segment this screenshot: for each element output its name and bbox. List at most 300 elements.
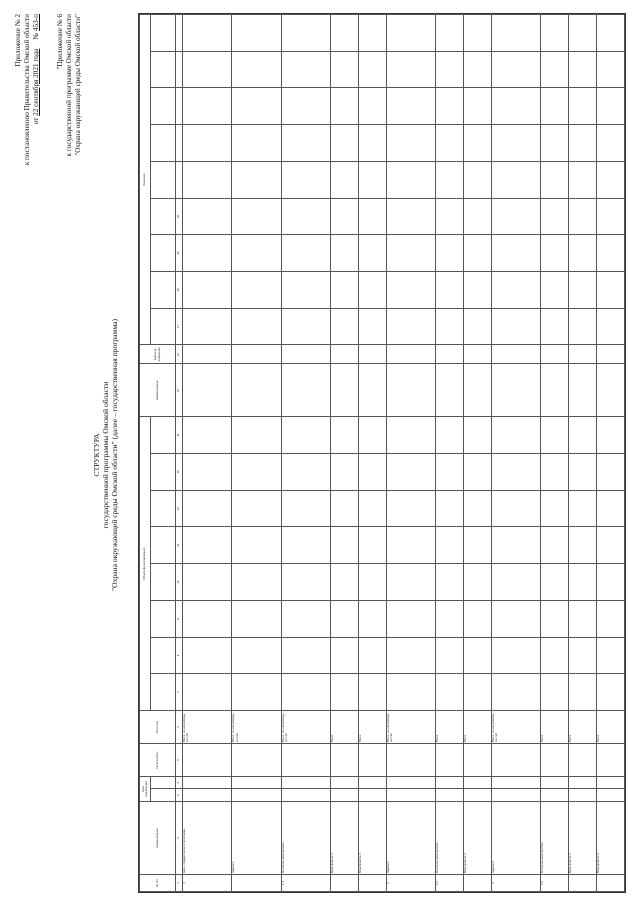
table-cell bbox=[569, 364, 597, 417]
subheader-cell bbox=[151, 674, 176, 711]
table-cell bbox=[183, 744, 232, 777]
table-cell bbox=[281, 490, 330, 527]
table-cell bbox=[358, 789, 386, 802]
table-cell bbox=[541, 15, 569, 52]
table-cell bbox=[569, 789, 597, 802]
subheader-cell bbox=[151, 198, 176, 235]
table-cell bbox=[358, 15, 386, 52]
table-cell bbox=[541, 600, 569, 637]
table-cell bbox=[597, 15, 625, 52]
table-cell bbox=[436, 235, 464, 272]
table-cell bbox=[386, 600, 435, 637]
table-cell bbox=[597, 308, 625, 345]
table-cell: Всего, из них расходы за счет bbox=[281, 711, 330, 744]
subheader-cell bbox=[151, 600, 176, 637]
table-cell bbox=[569, 51, 597, 88]
table-cell bbox=[358, 527, 386, 564]
table-cell bbox=[491, 674, 540, 711]
table-cell bbox=[597, 198, 625, 235]
column-number: 8 bbox=[176, 637, 183, 674]
table-cell bbox=[232, 417, 281, 454]
table-cell bbox=[281, 789, 330, 802]
table-cell bbox=[232, 198, 281, 235]
table-cell bbox=[541, 88, 569, 125]
table-cell bbox=[386, 271, 435, 308]
table-cell: Всего bbox=[597, 711, 625, 744]
table-cell bbox=[183, 125, 232, 162]
table-cell bbox=[541, 527, 569, 564]
table-cell bbox=[436, 789, 464, 802]
table-cell bbox=[330, 564, 358, 601]
table-cell bbox=[386, 417, 435, 454]
subheader-cell bbox=[151, 15, 176, 52]
table-cell bbox=[463, 161, 491, 198]
table-cell bbox=[183, 235, 232, 272]
table-cell bbox=[491, 125, 540, 162]
table-cell bbox=[281, 51, 330, 88]
table-cell bbox=[541, 125, 569, 162]
table-cell bbox=[436, 15, 464, 52]
table-cell bbox=[386, 490, 435, 527]
table-cell bbox=[232, 777, 281, 790]
table-cell: Основное мероприятие bbox=[281, 802, 330, 875]
annex-line: к постановлению Правительства Омской области bbox=[23, 14, 31, 166]
table-cell bbox=[463, 789, 491, 802]
table-cell bbox=[386, 364, 435, 417]
table-cell bbox=[281, 454, 330, 491]
table-cell: 1.1 bbox=[281, 875, 330, 892]
annex-header-1 bbox=[14, 14, 41, 165]
table-cell bbox=[183, 271, 232, 308]
table-cell bbox=[386, 454, 435, 491]
table-cell bbox=[232, 564, 281, 601]
annex-number: 453-п bbox=[32, 14, 40, 32]
column-number: 13 bbox=[176, 454, 183, 491]
table-cell bbox=[281, 235, 330, 272]
table-cell bbox=[597, 527, 625, 564]
table-cell bbox=[281, 364, 330, 417]
table-cell bbox=[463, 600, 491, 637]
col-header: Наименование bbox=[140, 802, 176, 875]
column-number: 20 bbox=[176, 198, 183, 235]
table-cell bbox=[358, 674, 386, 711]
table-cell bbox=[386, 15, 435, 52]
table-cell bbox=[569, 777, 597, 790]
table-cell bbox=[330, 744, 358, 777]
column-number: 18 bbox=[176, 271, 183, 308]
table-cell bbox=[232, 637, 281, 674]
table-cell: Всего bbox=[358, 711, 386, 744]
table-cell bbox=[330, 125, 358, 162]
table-row bbox=[463, 15, 491, 892]
annex-line: к государственной программе Омской области bbox=[65, 14, 73, 157]
table-cell bbox=[541, 161, 569, 198]
table-cell bbox=[281, 600, 330, 637]
col-header: Единица измерения bbox=[140, 345, 176, 364]
table-cell bbox=[183, 161, 232, 198]
table-cell bbox=[330, 345, 358, 364]
table-cell bbox=[358, 125, 386, 162]
table-cell bbox=[569, 345, 597, 364]
table-cell bbox=[541, 345, 569, 364]
table-cell: 2.1 bbox=[436, 875, 464, 892]
table-cell bbox=[436, 777, 464, 790]
subheader-cell bbox=[151, 564, 176, 601]
table-cell bbox=[541, 777, 569, 790]
table-cell bbox=[463, 235, 491, 272]
table-cell bbox=[436, 564, 464, 601]
table-cell bbox=[183, 308, 232, 345]
table-cell bbox=[491, 600, 540, 637]
annex-line: Приложение № 2 bbox=[14, 14, 22, 67]
table-cell bbox=[597, 125, 625, 162]
table-cell bbox=[597, 789, 625, 802]
table-cell bbox=[330, 51, 358, 88]
table-cell bbox=[386, 789, 435, 802]
table-cell bbox=[183, 88, 232, 125]
table-cell bbox=[569, 235, 597, 272]
subheader-cell bbox=[151, 527, 176, 564]
table-cell bbox=[358, 235, 386, 272]
table-cell bbox=[569, 161, 597, 198]
col-header: № п/п bbox=[140, 875, 176, 892]
table-cell bbox=[183, 789, 232, 802]
table-cell bbox=[183, 51, 232, 88]
table-cell bbox=[597, 364, 625, 417]
column-number: 6 bbox=[176, 711, 183, 744]
table-cell bbox=[597, 51, 625, 88]
table-cell bbox=[436, 161, 464, 198]
table-cell bbox=[569, 600, 597, 637]
column-number bbox=[176, 51, 183, 88]
table-cell bbox=[358, 490, 386, 527]
table-cell bbox=[541, 564, 569, 601]
table-cell bbox=[436, 417, 464, 454]
table-cell bbox=[463, 454, 491, 491]
table-cell bbox=[436, 600, 464, 637]
table-row bbox=[281, 15, 330, 892]
table-cell bbox=[281, 637, 330, 674]
col-header: Наименование bbox=[140, 364, 176, 417]
table-cell bbox=[597, 875, 625, 892]
column-number: 16 bbox=[176, 345, 183, 364]
table-cell bbox=[281, 161, 330, 198]
table-cell bbox=[183, 454, 232, 491]
table-cell bbox=[569, 15, 597, 52]
table-cell bbox=[491, 417, 540, 454]
table-cell bbox=[330, 777, 358, 790]
table-cell: Всего bbox=[541, 711, 569, 744]
table-cell bbox=[491, 345, 540, 364]
table-cell bbox=[330, 637, 358, 674]
table-cell bbox=[330, 674, 358, 711]
table-cell bbox=[436, 527, 464, 564]
column-number: 7 bbox=[176, 674, 183, 711]
table-cell bbox=[436, 51, 464, 88]
table-cell: Всего bbox=[436, 711, 464, 744]
table-cell bbox=[232, 454, 281, 491]
table-cell bbox=[232, 161, 281, 198]
table-cell bbox=[281, 674, 330, 711]
table-cell bbox=[436, 364, 464, 417]
table-cell bbox=[597, 674, 625, 711]
annex-line: "Охрана окружающей среды Омской области" bbox=[74, 14, 82, 156]
table-cell: Всего bbox=[330, 711, 358, 744]
table-cell bbox=[491, 777, 540, 790]
table-cell bbox=[358, 51, 386, 88]
structure-grid bbox=[139, 14, 625, 892]
document-title bbox=[92, 185, 120, 725]
table-cell bbox=[597, 600, 625, 637]
column-number: 17 bbox=[176, 308, 183, 345]
table-cell bbox=[597, 744, 625, 777]
column-number: 14 bbox=[176, 417, 183, 454]
table-cell bbox=[358, 345, 386, 364]
table-cell bbox=[183, 364, 232, 417]
table-cell bbox=[597, 564, 625, 601]
title-line: "Охрана окружающей среды Омской области" (далее – государственная программа) bbox=[110, 319, 120, 592]
table-cell bbox=[183, 15, 232, 52]
header-row bbox=[140, 15, 151, 892]
table-cell bbox=[386, 637, 435, 674]
table-cell bbox=[463, 674, 491, 711]
table-cell bbox=[436, 198, 464, 235]
table-cell bbox=[281, 308, 330, 345]
table-cell: 2 bbox=[386, 875, 435, 892]
table-cell bbox=[232, 88, 281, 125]
annex-date-line bbox=[32, 14, 41, 165]
table-cell bbox=[597, 88, 625, 125]
table-cell: Задача 2 bbox=[386, 802, 435, 875]
subheader-cell bbox=[151, 454, 176, 491]
column-number bbox=[176, 161, 183, 198]
column-number: 1 bbox=[176, 875, 183, 892]
table-cell bbox=[491, 789, 540, 802]
table-cell bbox=[232, 875, 281, 892]
table-cell bbox=[358, 271, 386, 308]
table-cell bbox=[463, 777, 491, 790]
column-number bbox=[176, 125, 183, 162]
table-cell bbox=[597, 271, 625, 308]
col-header: Источник bbox=[140, 711, 176, 744]
subheader-cell bbox=[151, 789, 176, 802]
table-cell bbox=[183, 600, 232, 637]
table-cell bbox=[436, 454, 464, 491]
table-cell bbox=[541, 198, 569, 235]
table-cell bbox=[491, 564, 540, 601]
table-row bbox=[232, 15, 281, 892]
table-cell bbox=[232, 527, 281, 564]
table-cell bbox=[281, 88, 330, 125]
table-cell bbox=[463, 364, 491, 417]
table-cell bbox=[541, 308, 569, 345]
table-cell bbox=[597, 490, 625, 527]
table-cell bbox=[569, 637, 597, 674]
table-cell bbox=[358, 744, 386, 777]
table-cell bbox=[491, 271, 540, 308]
table-cell bbox=[463, 271, 491, 308]
table-cell bbox=[597, 454, 625, 491]
table-cell bbox=[463, 564, 491, 601]
table-cell bbox=[569, 875, 597, 892]
table-row bbox=[491, 15, 540, 892]
column-number: 15 bbox=[176, 364, 183, 417]
column-number: 9 bbox=[176, 600, 183, 637]
table-cell bbox=[232, 345, 281, 364]
table-cell bbox=[541, 235, 569, 272]
table-cell bbox=[330, 364, 358, 417]
table-cell bbox=[436, 744, 464, 777]
table-cell: Мероприятие 1 bbox=[330, 802, 358, 875]
table-cell bbox=[330, 600, 358, 637]
table-cell: Цель государственной программы bbox=[183, 802, 232, 875]
table-cell bbox=[386, 51, 435, 88]
subheader-cell bbox=[151, 637, 176, 674]
subheader-cell bbox=[151, 308, 176, 345]
table-cell: Мероприятие 1 bbox=[569, 802, 597, 875]
column-number bbox=[176, 15, 183, 52]
table-row bbox=[569, 15, 597, 892]
table-cell bbox=[358, 161, 386, 198]
subheader-cell bbox=[151, 417, 176, 454]
table-cell bbox=[232, 125, 281, 162]
table-cell bbox=[183, 198, 232, 235]
table-cell bbox=[541, 454, 569, 491]
table-cell bbox=[491, 198, 540, 235]
table-cell bbox=[541, 637, 569, 674]
table-cell bbox=[436, 308, 464, 345]
table-cell bbox=[463, 51, 491, 88]
table-cell bbox=[463, 875, 491, 892]
table-cell bbox=[386, 308, 435, 345]
table-cell bbox=[330, 308, 358, 345]
table-cell bbox=[330, 88, 358, 125]
title-line: государственной программы Омской области bbox=[101, 381, 111, 529]
structure-table bbox=[138, 13, 626, 893]
table-cell bbox=[386, 125, 435, 162]
table-cell bbox=[330, 454, 358, 491]
table-cell bbox=[491, 15, 540, 52]
table-cell bbox=[330, 15, 358, 52]
table-cell bbox=[358, 364, 386, 417]
table-cell bbox=[569, 198, 597, 235]
table-cell: Мероприятие 1 bbox=[463, 802, 491, 875]
table-cell bbox=[436, 271, 464, 308]
table-cell bbox=[597, 161, 625, 198]
table-cell bbox=[183, 564, 232, 601]
table-cell bbox=[463, 417, 491, 454]
table-cell bbox=[436, 345, 464, 364]
table-cell bbox=[358, 777, 386, 790]
table-cell bbox=[491, 527, 540, 564]
table-cell bbox=[569, 454, 597, 491]
table-cell bbox=[463, 637, 491, 674]
table-cell: Задача 1 bbox=[232, 802, 281, 875]
date-prefix: от bbox=[32, 117, 40, 125]
table-cell bbox=[386, 235, 435, 272]
table-cell bbox=[386, 161, 435, 198]
table-cell bbox=[281, 564, 330, 601]
subheader-cell bbox=[151, 777, 176, 790]
subheader-cell bbox=[151, 51, 176, 88]
table-cell bbox=[463, 527, 491, 564]
table-cell bbox=[541, 364, 569, 417]
column-number bbox=[176, 88, 183, 125]
table-cell bbox=[597, 345, 625, 364]
table-cell bbox=[183, 345, 232, 364]
table-cell bbox=[569, 417, 597, 454]
table-cell bbox=[358, 564, 386, 601]
table-cell bbox=[281, 777, 330, 790]
column-number: 11 bbox=[176, 527, 183, 564]
subheader-cell bbox=[151, 88, 176, 125]
subheader-cell bbox=[151, 161, 176, 198]
table-cell bbox=[541, 490, 569, 527]
table-cell bbox=[491, 454, 540, 491]
table-cell bbox=[386, 777, 435, 790]
table-cell bbox=[491, 744, 540, 777]
table-cell: Всего, из них расходы за счет bbox=[232, 711, 281, 744]
table-cell: Всего, из них расходы за счет bbox=[491, 711, 540, 744]
table-cell bbox=[541, 674, 569, 711]
table-cell: Всего, из них расходы за счет bbox=[183, 711, 232, 744]
column-number: 3 bbox=[176, 789, 183, 802]
table-body bbox=[183, 15, 625, 892]
table-cell: Всего bbox=[463, 711, 491, 744]
table-cell: Всего, из них расходы за счет bbox=[386, 711, 435, 744]
table-row bbox=[597, 15, 625, 892]
table-cell bbox=[491, 490, 540, 527]
table-cell bbox=[436, 637, 464, 674]
table-cell bbox=[358, 637, 386, 674]
table-cell bbox=[436, 125, 464, 162]
table-cell bbox=[569, 88, 597, 125]
subheader-cell bbox=[151, 271, 176, 308]
table-cell bbox=[330, 271, 358, 308]
table-cell bbox=[232, 308, 281, 345]
table-cell bbox=[569, 564, 597, 601]
table-cell bbox=[281, 15, 330, 52]
table-cell bbox=[569, 271, 597, 308]
table-cell bbox=[386, 674, 435, 711]
table-cell bbox=[491, 364, 540, 417]
table-row bbox=[183, 15, 232, 892]
col-header: Исполнитель bbox=[140, 744, 176, 777]
table-cell bbox=[330, 198, 358, 235]
table-cell bbox=[569, 490, 597, 527]
table-row bbox=[358, 15, 386, 892]
table-cell bbox=[183, 637, 232, 674]
table-cell bbox=[330, 161, 358, 198]
col-header: Срок реализации bbox=[140, 777, 151, 802]
table-cell bbox=[597, 417, 625, 454]
table-cell bbox=[541, 417, 569, 454]
table-cell bbox=[597, 637, 625, 674]
table-cell bbox=[491, 88, 540, 125]
table-cell bbox=[569, 674, 597, 711]
table-cell bbox=[569, 125, 597, 162]
table-cell bbox=[232, 674, 281, 711]
column-number: 5 bbox=[176, 744, 183, 777]
table-cell bbox=[358, 454, 386, 491]
table-cell bbox=[463, 125, 491, 162]
table-cell bbox=[358, 198, 386, 235]
table-cell bbox=[491, 51, 540, 88]
table-cell bbox=[330, 875, 358, 892]
table-cell: Мероприятие 2 bbox=[358, 802, 386, 875]
table-cell bbox=[358, 600, 386, 637]
column-number: 4 bbox=[176, 777, 183, 790]
